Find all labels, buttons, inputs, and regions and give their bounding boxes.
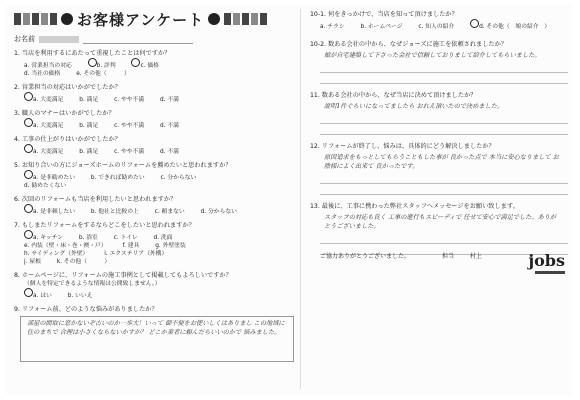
option[interactable]: b. 満足 [79, 149, 99, 155]
option-circled[interactable] [24, 170, 75, 182]
option-label: d. その他（ 娘の紹介 ） [479, 24, 551, 30]
circle-mark-icon [24, 230, 33, 239]
question-note: （個人を特定できるような情報は公開致しません。） [24, 281, 161, 287]
option-label: b. 評判 [96, 63, 116, 69]
question-text: 10-2. 数ある会社の中から、なぜジョーズに施工を依頼されましたか？ [310, 41, 507, 48]
option-circled[interactable] [24, 288, 52, 300]
question-text: 8. ホームページに、リフォームの施工事例として掲載してもよろしいですか？ [14, 272, 232, 279]
name-redacted [39, 36, 79, 43]
handwritten-answer: 部屋の間取に窓かないぞ古いのか一歩大！いって 御不便をお使いしくはありまし この地域に住のまちで 合理は小さくならないかすか？ どこか業者に頼んだらいいのかで 悩みました。 [27, 320, 285, 336]
option[interactable]: b. 浴室 [78, 235, 98, 241]
question-12 [310, 143, 568, 195]
circle-mark-icon [24, 170, 33, 179]
question-2 [14, 84, 294, 104]
option[interactable]: d. 不満 [160, 123, 179, 129]
handwritten-answer[interactable]: 娘が自宅建築して下さった会社で信頼しておりまして紹介してもらいました。 [324, 52, 541, 59]
option-circled[interactable] [24, 204, 75, 216]
question-text: 1. 当店を利用するにあたって重視したことは何ですか？ [14, 50, 171, 57]
option[interactable]: a. 営業担当の対応 [24, 63, 72, 69]
option-label: a. 大変満足 [33, 123, 64, 129]
options [14, 170, 294, 190]
title-bar [14, 8, 294, 30]
options [14, 58, 294, 78]
title-decoration-right [224, 13, 267, 25]
option-label: a. 是非頼したい [33, 209, 76, 215]
option-circled[interactable] [88, 58, 116, 70]
options [14, 144, 294, 156]
option[interactable]: d. 当社の価格 [24, 71, 61, 77]
answer-line [320, 113, 568, 124]
handwritten-answer[interactable]: 説明1件ぐらいになってましたら おれえ頂いたので決めました。 [324, 103, 504, 110]
options [310, 19, 568, 31]
option[interactable]: d. 洗面 [153, 235, 173, 241]
option-label: c. 価格 [140, 63, 159, 69]
option[interactable]: d. 勧めたくない [24, 183, 67, 189]
answer-line [320, 124, 568, 135]
option-circled[interactable] [24, 92, 63, 104]
option-label: a. 大変満足 [33, 149, 64, 155]
option-label: a. 大変満足 [33, 97, 64, 103]
options [14, 118, 294, 130]
answer-line [320, 62, 568, 73]
answer-line [320, 73, 568, 84]
option[interactable]: c. 知人の紹介 [418, 24, 455, 30]
option[interactable]: b. ホームページ [360, 24, 403, 30]
option[interactable]: d. 不満 [160, 149, 179, 155]
page-title: お客様アンケート [77, 10, 205, 29]
option[interactable]: i. エクステリア（外構） [104, 251, 168, 257]
survey-sheet [6, 5, 572, 395]
option-label: a. 是非勧めたい [33, 175, 76, 181]
options [14, 288, 294, 300]
option[interactable]: c. やや不満 [114, 123, 145, 129]
staff-label: 担当 [441, 253, 454, 260]
answer-line [320, 233, 568, 244]
option[interactable]: g. 外壁塗装 [155, 243, 186, 249]
question-text: 10-1. 何をきっかけで、当店を知って頂けましたか？ [310, 11, 458, 18]
logo-underline [535, 271, 565, 274]
option-circled[interactable] [470, 19, 550, 31]
question-3 [14, 110, 294, 130]
name-label: お名前 [14, 35, 35, 43]
option[interactable]: c. 頼まない [154, 209, 185, 215]
answer-line [320, 184, 568, 195]
question-13 [310, 203, 568, 255]
option-label: a. キッチン [33, 235, 64, 241]
option[interactable]: e. その他（ ） [76, 71, 130, 77]
question-10-1 [310, 11, 568, 31]
circle-mark-icon [470, 19, 479, 28]
title-bullet-icon [61, 13, 73, 25]
thanks-text: ご協力ありがとうございました。 [320, 253, 411, 260]
question-10-2 [310, 41, 568, 84]
handwritten-answer[interactable]: 原因追求をもっとしてもらうこともした事が 良かった点で 本当に安心なりまして お陰様によく出来て 良かったです。 [324, 154, 559, 170]
name-row [14, 34, 294, 44]
question-8 [14, 272, 294, 300]
staff-name: 村上 [469, 253, 482, 260]
question-6 [14, 196, 294, 216]
option[interactable]: h. サイディング（外壁） [24, 251, 89, 257]
option[interactable]: a. チラシ [320, 24, 345, 30]
circle-mark-icon [24, 92, 33, 101]
question-text: 5. お知り合いの方にジョーズホームのリフォームを薦めたいと思われますか？ [14, 162, 232, 169]
option[interactable]: b. 他社と比較の上 [90, 209, 139, 215]
option[interactable]: c. トイレ [113, 235, 138, 241]
option-circled[interactable] [24, 118, 63, 130]
option-circled[interactable] [24, 230, 63, 242]
column-divider [300, 9, 301, 389]
circle-mark-icon [24, 288, 33, 297]
question-text: 4. 工事の仕上がりはいかがでしたか？ [14, 136, 121, 143]
option-circled[interactable] [24, 144, 63, 156]
company-logo: jobs [528, 251, 565, 270]
question-text: 9. リフォーム前、どのような悩みがありましたか？ [14, 306, 158, 313]
footer [320, 251, 565, 270]
option-label: a. はい [33, 293, 52, 299]
option[interactable]: d. 不満 [160, 97, 179, 103]
options [14, 230, 294, 266]
option[interactable]: d. 分からない [200, 209, 237, 215]
option[interactable]: b. いいえ [67, 293, 93, 299]
question-text: 6. 次回のリフォームも当店を利用したいと思われますか？ [14, 196, 177, 203]
option[interactable]: f. 建具 [122, 243, 140, 249]
option[interactable]: b. できれば勧めたい [90, 175, 145, 181]
option[interactable]: b. 満足 [79, 97, 99, 103]
option[interactable]: e. 内装（壁・床・巻・襖・戸） [24, 243, 107, 249]
question-text: 3. 職人のマナーはいかがでしたか？ [14, 110, 115, 117]
options [14, 92, 294, 104]
circle-mark-icon [88, 58, 97, 67]
answer-box[interactable] [20, 316, 294, 362]
right-column [310, 5, 568, 270]
question-4 [14, 136, 294, 156]
question-text: 11. 数ある会社の中から、なぜ当店に決めて頂けましたか？ [310, 92, 477, 99]
circle-mark-icon [24, 204, 33, 213]
handwritten-answer[interactable]: スタッフの対応も良く 工事の進行もスピーディで 任せて安心で満足でした。ありがとうございました。 [324, 214, 557, 230]
circle-mark-icon [24, 118, 33, 127]
options [14, 204, 294, 216]
option[interactable]: c. 分からない [160, 175, 197, 181]
left-column [14, 5, 294, 362]
title-bullet-icon [208, 13, 220, 25]
option[interactable]: k. その他（ ） [56, 259, 111, 265]
question-7 [14, 222, 294, 266]
question-5 [14, 162, 294, 190]
question-text: 13. 最後に、工事に携わった弊社スタッフへメッセージをお願い致します。 [310, 203, 519, 210]
option-circled[interactable] [131, 58, 158, 70]
option[interactable]: b. 満足 [79, 123, 99, 129]
answer-line [320, 173, 568, 184]
question-text: 2. 営業担当の対応はいかがでしたか？ [14, 84, 121, 91]
name-line [83, 35, 193, 44]
question-11 [310, 92, 568, 135]
title-decoration-left [14, 13, 57, 25]
option[interactable]: j. 屋根 [24, 259, 41, 265]
option[interactable]: c. やや不満 [114, 97, 145, 103]
option[interactable]: c. やや不満 [114, 149, 145, 155]
question-text: 12. リフォームが終了し、悩みは、具体的にどう解決しましたか？ [310, 143, 495, 150]
circle-mark-icon [24, 144, 33, 153]
question-text: 7. もしまたリフォームをするならどこをしたいと思われますか？ [14, 222, 195, 229]
question-1 [14, 50, 294, 78]
question-9 [14, 306, 294, 362]
